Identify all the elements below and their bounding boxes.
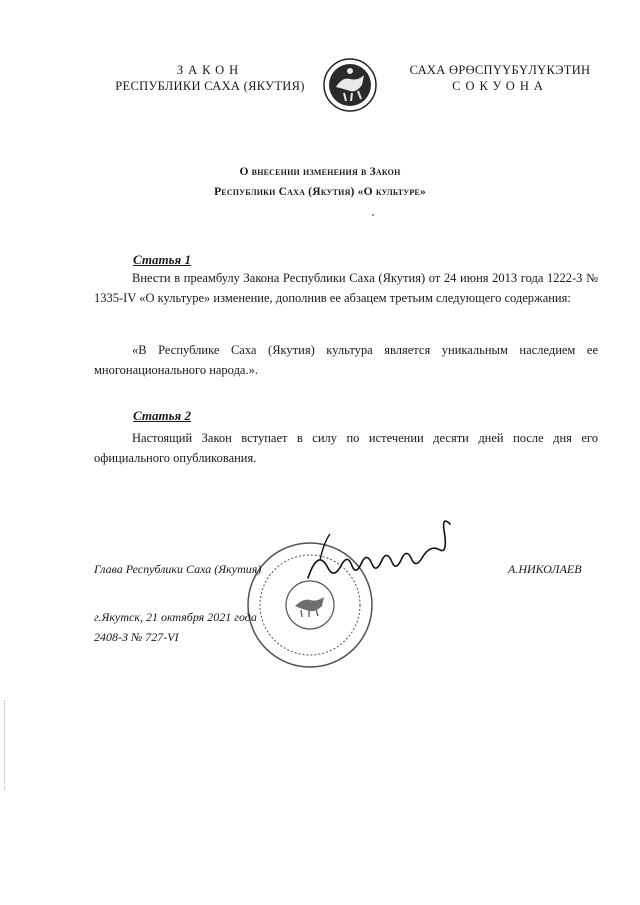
article1-heading: Статья 1 xyxy=(133,252,191,267)
signatory-name: А.НИКОЛАЕВ xyxy=(508,562,582,576)
header-left-line1: ЗАКОН xyxy=(176,63,244,77)
article2-paragraph1 xyxy=(94,428,598,468)
emblem-icon xyxy=(322,57,378,113)
header-right xyxy=(400,62,600,94)
article1-paragraph2-text: «В Республике Саха (Якутия) культура является уникальным наследием ее многонационального народа.». xyxy=(94,343,598,377)
header-right-line2: СОКУОНА xyxy=(452,79,548,93)
article1-paragraph2 xyxy=(94,340,598,380)
title-line1: О внесении изменения в Закон xyxy=(239,166,401,178)
article1-paragraph1-text: Внести в преамбулу Закона Республики Саха (Якутия) от 24 июня 2013 года 1222-З № 1335-IV «О культуре» изменение, дополнив ее абзацем третьим следующего содержания: xyxy=(94,271,598,305)
header-left-line2: РЕСПУБЛИКИ САХА (ЯКУТИЯ) xyxy=(115,79,305,93)
title-line2: Республики Саха (Якутия) «О культуре» xyxy=(214,186,426,198)
header-right-line1: САХА ӨРӨСПҮҮБҮЛҮКЭТИН xyxy=(409,63,591,77)
place-and-date: г.Якутск, 21 октября 2021 года xyxy=(94,610,257,624)
decorative-dot xyxy=(372,214,374,216)
signatory-position: Глава Республики Саха (Якутия) xyxy=(94,562,262,576)
handwritten-signature xyxy=(300,520,480,590)
header-left xyxy=(100,62,320,94)
article1-paragraph1 xyxy=(94,268,598,308)
law-number: 2408-З № 727-VI xyxy=(94,630,179,644)
article2-heading: Статья 2 xyxy=(133,408,191,423)
article2-paragraph1-text: Настоящий Закон вступает в силу по истечении десяти дней после дня его официального опубликования. xyxy=(94,431,598,465)
margin-marks xyxy=(4,700,8,790)
